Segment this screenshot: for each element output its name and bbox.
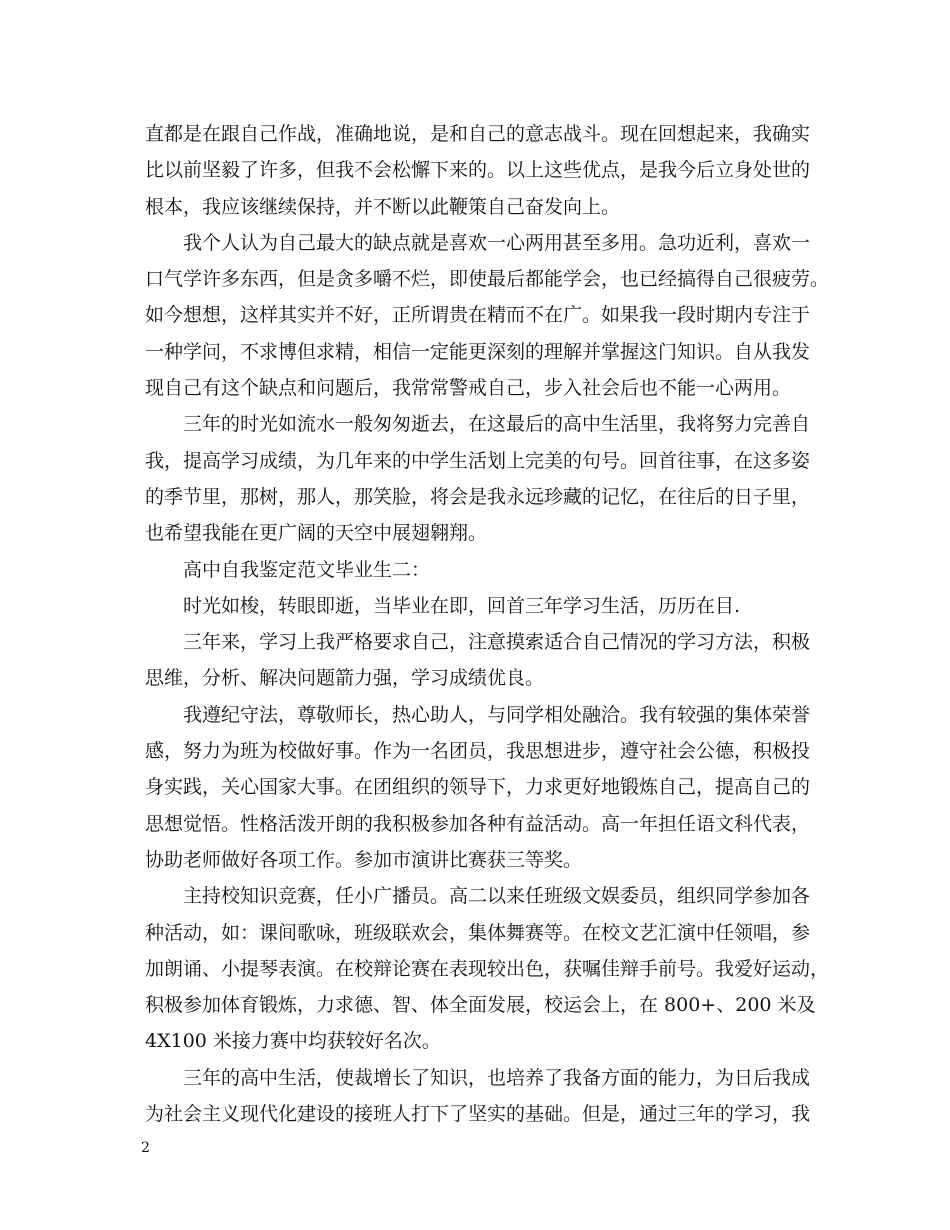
text-line: 根本，我应该继续保持，并不断以此鞭策自己奋发向上。	[145, 195, 621, 218]
text-line: 思想觉悟。性格活泼开朗的我积极参加各种有益活动。高一年担任语文科代表，	[145, 812, 811, 835]
text-line: 主持校知识竞赛，任小广播员。高二以来任班级文娱委员，组织同学参加各	[183, 885, 811, 908]
text-line: 一种学问，不求博但求精，相信一定能更深刻的理解并掌握这门知识。自从我发	[145, 340, 811, 363]
text-line: 为社会主义现代化建设的接班人打下了坚实的基础。但是，通过三年的学习，我	[145, 1103, 811, 1126]
text-line: 口气学许多东西，但是贪多嚼不烂，即使最后都能学会，也已经搞得自己很疲劳。	[145, 268, 830, 291]
text-line: 三年来，学习上我严格要求自己，注意摸索适合自己情况的学习方法，积极	[183, 631, 811, 654]
text-line: 时光如梭，转眼即逝，当毕业在即，回首三年学习生活，历历在目.	[183, 594, 741, 617]
text-line: 比以前坚毅了许多，但我不会松懈下来的。以上这些优点，是我今后立身处世的	[145, 159, 811, 182]
text-line: 也希望我能在更广阔的天空中展翅翱翔。	[145, 522, 488, 545]
text-line: 积极参加体育锻炼，力求德、智、体全面发展，校运会上，在 800+、200 米及	[145, 994, 816, 1017]
text-line: 的季节里，那树，那人，那笑脸，将会是我永远珍藏的记忆，在往后的日子里，	[145, 485, 811, 508]
text-line: 我个人认为自己最大的缺点就是喜欢一心两用甚至多用。急功近利，喜欢一	[183, 231, 811, 254]
text-line: 我，提高学习成绩，为几年来的中学生活划上完美的句号。回首往事，在这多姿	[145, 449, 811, 472]
text-line: 三年的高中生活，使裁增长了知识，也培养了我备方面的能力，为日后我成	[183, 1066, 811, 1089]
text-line: 思维，分析、解决问题箭力强，学习成绩优良。	[145, 667, 545, 690]
text-line: 如今想想，这样其实并不好，正所谓贵在精而不在广。如果我一段时期内专注于	[145, 304, 811, 327]
text-line: 加朗诵、小提琴表演。在校辩论赛在表现较出色，获嘱佳辩手前号。我爱好运动，	[145, 957, 830, 980]
body-text	[145, 116, 830, 1132]
text-line: 协助老师做好各项工作。参加市演讲比赛获三等奖。	[145, 848, 583, 871]
text-line: 我遵纪守法，尊敬师长，热心助人，与同学相处融洽。我有较强的集体荣誉	[183, 703, 811, 726]
text-line: 直都是在跟自己作战，准确地说，是和自己的意志战斗。现在回想起来，我确实	[145, 123, 811, 145]
text-line: 三年的时光如流水一般匆匆逝去，在这最后的高中生活里，我将努力完善自	[183, 413, 811, 436]
page-number: 2	[141, 1140, 150, 1156]
text-line: 感，努力为班为校做好事。作为一名团员，我思想进步，遵守社会公德，积极投	[145, 740, 811, 763]
text-line: 身实践，关心国家大事。在团组织的领导下，力求更好地锻炼自己，提高自己的	[145, 776, 811, 799]
text-line: 高中自我鉴定范文毕业生二：	[183, 558, 431, 581]
text-line: 种活动，如：课间歌咏，班级联欢会，集体舞赛等。在校文艺汇演中任领唱，参	[145, 921, 811, 944]
text-line: 现自己有这个缺点和问题后，我常常警戒自己，步入社会后也不能一心两用。	[145, 377, 792, 400]
text-line: 4X100 米接力赛中均获较好名次。	[145, 1030, 441, 1053]
